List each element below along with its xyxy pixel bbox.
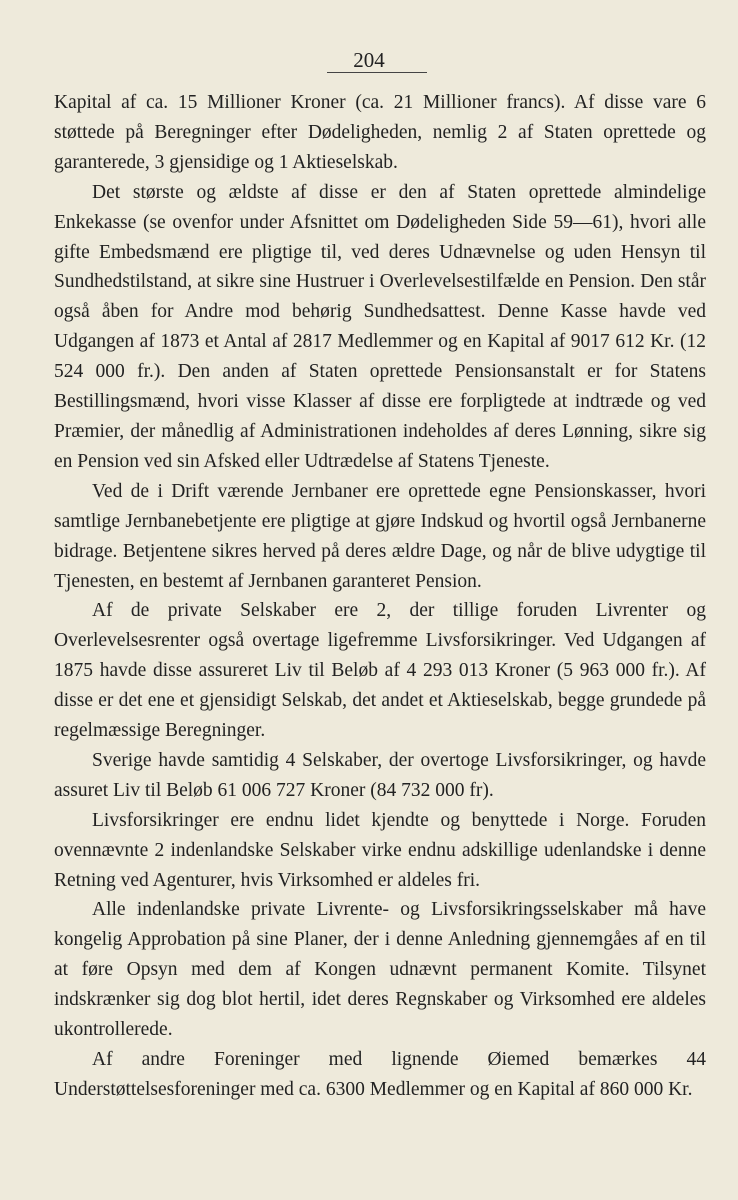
paragraph-3: Ved de i Drift værende Jernbaner ere oprettede egne Pensionskasser, hvori samtlige Jernbanebetjente ere pligtige at gjøre Indskud og hvortil også Jernbanerne bidrage. Betjentene sikres herved på deres ældre Dage, og når de blive udygtige til Tjenesten, en bestemt af Jernbanen garanteret Pension. [54,480,706,592]
paragraph-5: Sverige havde samtidig 4 Selskaber, der overtoge Livsforsikringer, og havde assuret Liv til Beløb 61 006 727 Kroner (84 732 000 fr). [54,749,706,801]
paragraph-4: Af de private Selskaber ere 2, der tillige foruden Livrenter og Overlevelsesrenter også overtage ligefremme Livsforsikringer. Ved Udgangen af 1875 havde disse assureret Liv til Beløb af 4 293 013 Kroner (5 963 000 fr.). Af disse er det ene et gjensidigt Selskab, det andet et Aktieselskab, begge grundede på regelmæssige Beregninger. [54,600,706,742]
paragraph-8: Af andre Foreninger med lignende Øiemed bemærkes 44 Understøttelsesforeninger med ca. 6300 Medlemmer og en Kapital af 860 000 Kr. [54,1049,706,1100]
body-text [54,88,706,1105]
paragraph-2: Det største og ældste af disse er den af Staten oprettede almindelige Enkekasse (se ovenfor under Afsnittet om Dødeligheden Side 59—61), hvori alle gifte Embedsmænd ere pligtige til, ved deres Udnævnelse og uden Hensyn til Sundhedstilstand, at sikre sine Hustruer i Overlevelsestilfælde en Pension. Den står også åben for Andre mod behørig Sundhedsattest. Denne Kasse havde ved Udgangen af 1873 et Antal af 2817 Medlemmer og en Kapital af 9017 612 Kr. (12 524 000 fr.). Den anden af Staten oprettede Pensionsanstalt er for Statens Bestillingsmænd, hvori visse Klasser af disse ere forpligtede at indtræde og ved Præmier, der månedlig af Administrationen indeholdes af deres Lønning, sikre sig en Pension ved sin Afsked eller Udtrædelse af Statens Tjeneste. [54,181,706,472]
paragraph-7: Alle indenlandske private Livrente- og Livsforsikringsselskaber må have kongelig Approbation på sine Planer, der i denne Anledning gjennemgåes af en til at føre Opsyn med dem af Kongen udnævnt permanent Komite. Tilsynet indskrænker sig dog blot hertil, idet deres Regnskaber og Virksomhed ere aldeles ukontrollerede. [54,899,706,1041]
paragraph-6: Livsforsikringer ere endnu lidet kjendte og benyttede i Norge. Foruden ovennævnte 2 indenlandske Selskaber virke endnu adskillige udenlandske i denne Retning ved Agenturer, hvis Virksomhed er aldeles fri. [54,809,706,891]
page-number: 204 [353,48,385,72]
paragraph-1: Kapital af ca. 15 Millioner Kroner (ca. 21 Millioner francs). Af disse vare 6 støttede på Beregninger efter Dødeligheden, nemlig 2 af Staten oprettede og garanterede, 3 gjensidige og 1 Aktieselskab. [54,92,706,173]
page-number-rule [327,72,427,73]
